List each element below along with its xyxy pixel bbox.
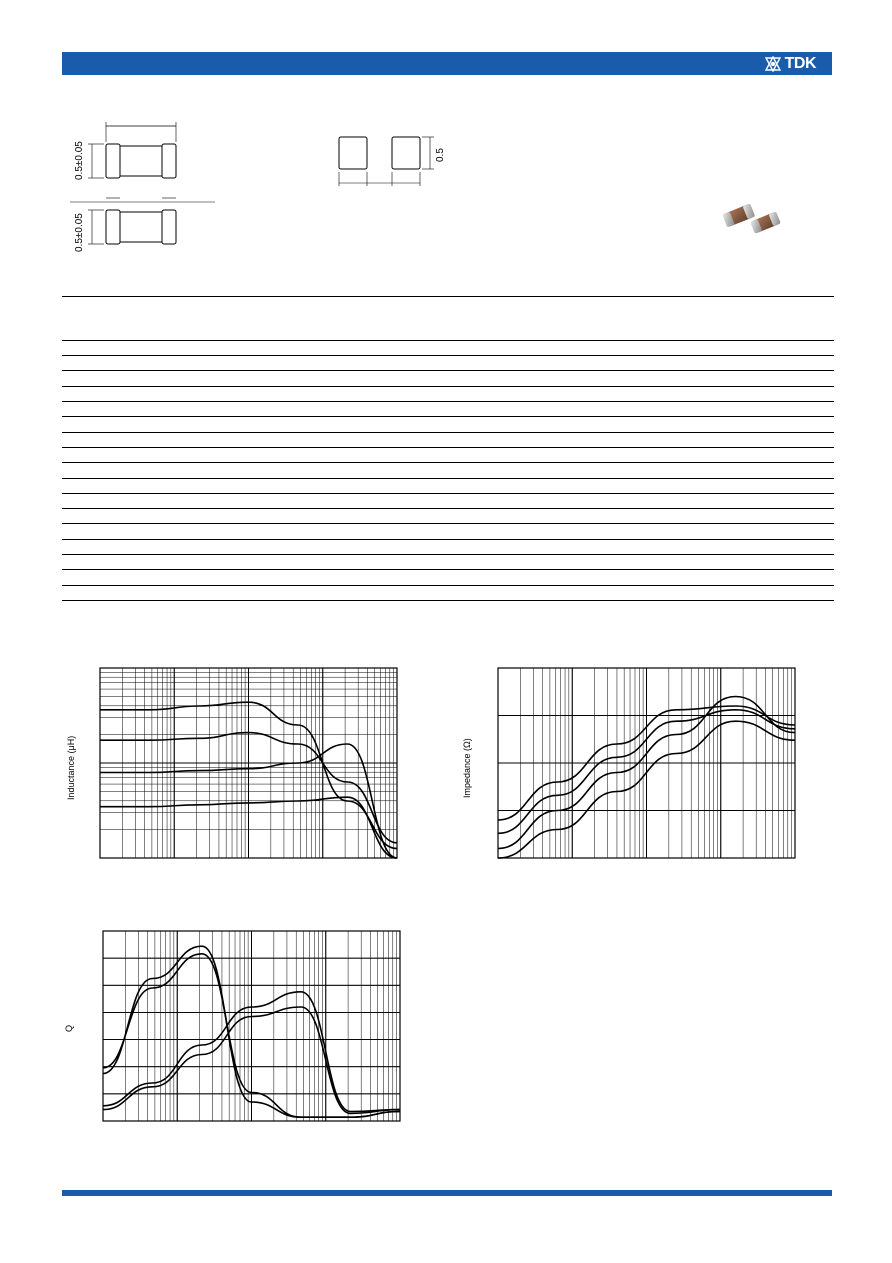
q-chart xyxy=(60,927,405,1127)
height-dim-top: 0.5±0.05 xyxy=(74,141,85,180)
table-rule xyxy=(62,600,834,601)
table-rule xyxy=(62,296,834,297)
land-dim: 0.5 xyxy=(435,148,446,162)
table-rule xyxy=(62,370,834,371)
table-rule xyxy=(62,508,834,509)
table-rule xyxy=(62,432,834,433)
table-rule xyxy=(62,416,834,417)
impedance-chart-grid xyxy=(498,668,795,858)
tdk-logo xyxy=(765,55,816,72)
table-rule xyxy=(62,585,834,586)
chip-top-view xyxy=(88,122,176,178)
table-rule xyxy=(62,386,834,387)
header-bar xyxy=(62,52,832,75)
table-rule xyxy=(62,478,834,479)
table-rule xyxy=(62,447,834,448)
table-rule xyxy=(62,493,834,494)
table-rule xyxy=(62,523,834,524)
table-rule xyxy=(62,569,834,570)
table-rule xyxy=(62,355,834,356)
table-rule xyxy=(62,462,834,463)
inductance-chart xyxy=(60,662,405,862)
product-photo xyxy=(720,202,782,236)
table-rule xyxy=(62,554,834,555)
dimension-drawing xyxy=(70,118,230,268)
footer-bar xyxy=(62,1190,832,1196)
impedance-ylabel: Impedance (Ω) xyxy=(462,738,472,798)
inductance-chart-grid xyxy=(100,668,397,858)
tdk-logo-icon xyxy=(765,56,781,72)
inductance-ylabel: Inductance (μH) xyxy=(66,735,76,800)
table-rule xyxy=(62,340,834,341)
q-ylabel: Q xyxy=(64,1024,74,1032)
brand-name: TDK xyxy=(784,55,816,72)
impedance-chart xyxy=(460,662,805,862)
land-pattern-drawing xyxy=(330,130,440,192)
height-dim-bottom: 0.5±0.05 xyxy=(74,213,85,252)
table-rule xyxy=(62,401,834,402)
table-rule xyxy=(62,539,834,540)
chip-bottom-view xyxy=(70,198,215,244)
